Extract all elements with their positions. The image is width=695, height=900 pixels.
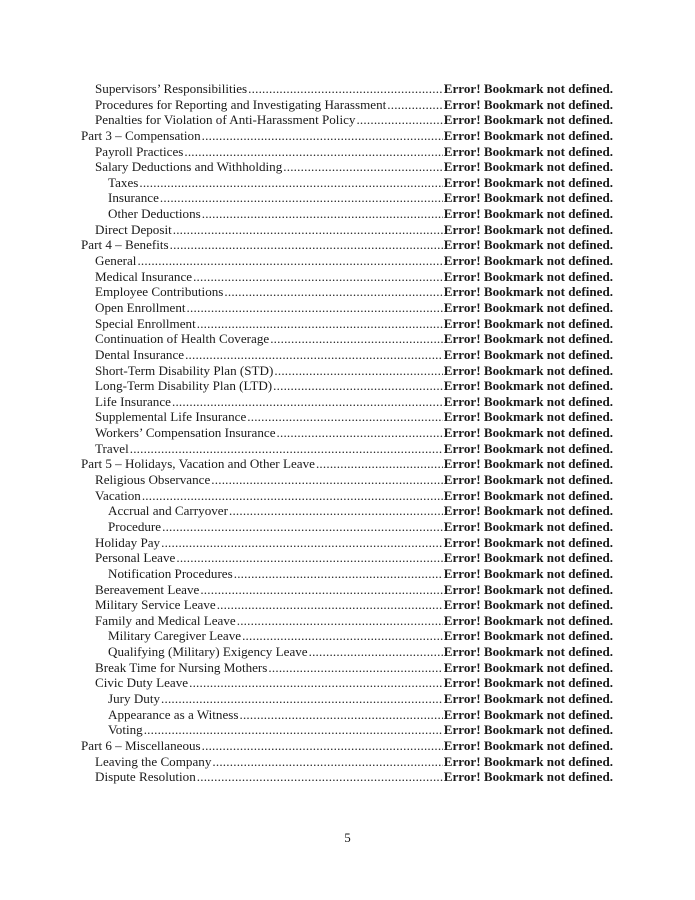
dot-leader xyxy=(172,394,443,410)
toc-entry-label: Insurance xyxy=(108,190,159,206)
toc-entry-label: Open Enrollment xyxy=(95,299,186,315)
dot-leader xyxy=(309,644,443,660)
toc-entry-label: Workers’ Compensation Insurance xyxy=(95,425,276,441)
toc-entry[interactable] xyxy=(81,144,613,160)
bookmark-error-text: Error! Bookmark not defined. xyxy=(443,456,613,472)
toc-entry-label: Salary Deductions and Withholding xyxy=(95,159,283,175)
bookmark-error-text: Error! Bookmark not defined. xyxy=(443,284,613,300)
toc-entry[interactable] xyxy=(81,81,613,97)
bookmark-error-text: Error! Bookmark not defined. xyxy=(443,346,613,362)
dot-leader xyxy=(202,738,443,754)
toc-entry[interactable] xyxy=(81,159,613,175)
toc-entry-label: Supplemental Life Insurance xyxy=(95,409,247,425)
bookmark-error-text: Error! Bookmark not defined. xyxy=(443,690,613,706)
toc-entry-label: Long-Term Disability Plan (LTD) xyxy=(95,378,273,394)
bookmark-error-text: Error! Bookmark not defined. xyxy=(443,472,613,488)
toc-entry[interactable] xyxy=(81,691,613,707)
dot-leader xyxy=(161,535,443,551)
bookmark-error-text: Error! Bookmark not defined. xyxy=(443,409,613,425)
toc-entry-label: Personal Leave xyxy=(95,550,176,566)
bookmark-error-text: Error! Bookmark not defined. xyxy=(443,81,613,96)
dot-leader xyxy=(187,300,443,316)
toc-entry-label: Travel xyxy=(95,440,129,456)
dot-leader xyxy=(197,769,443,785)
bookmark-error-text: Error! Bookmark not defined. xyxy=(443,362,613,378)
bookmark-error-text: Error! Bookmark not defined. xyxy=(443,378,613,394)
toc-entry[interactable] xyxy=(81,394,613,410)
toc-entry[interactable] xyxy=(81,472,613,488)
bookmark-error-text: Error! Bookmark not defined. xyxy=(443,675,613,691)
dot-leader xyxy=(202,128,443,144)
toc-entry[interactable] xyxy=(81,253,613,269)
toc-part-heading[interactable] xyxy=(81,237,613,253)
toc-entry-label: Leaving the Company xyxy=(95,753,212,769)
toc-entry-label: Religious Observance xyxy=(95,472,211,488)
toc-part-heading[interactable] xyxy=(81,738,613,754)
bookmark-error-text: Error! Bookmark not defined. xyxy=(443,769,613,785)
toc-entry[interactable] xyxy=(81,503,613,519)
toc-entry[interactable] xyxy=(81,206,613,222)
toc-entry-label: Part 6 – Miscellaneous xyxy=(81,737,201,753)
toc-entry-label: Voting xyxy=(108,722,143,738)
toc-entry-label: Employee Contributions xyxy=(95,284,224,300)
toc-entry[interactable] xyxy=(81,269,613,285)
toc-entry[interactable] xyxy=(81,644,613,660)
dot-leader xyxy=(189,675,443,691)
toc-part-heading[interactable] xyxy=(81,456,613,472)
bookmark-error-text: Error! Bookmark not defined. xyxy=(443,706,613,722)
bookmark-error-text: Error! Bookmark not defined. xyxy=(443,612,613,628)
toc-entry[interactable] xyxy=(81,316,613,332)
dot-leader xyxy=(170,237,443,253)
bookmark-error-text: Error! Bookmark not defined. xyxy=(443,628,613,644)
dot-leader xyxy=(229,503,443,519)
toc-entry[interactable] xyxy=(81,675,613,691)
page-number: 5 xyxy=(344,830,351,845)
dot-leader xyxy=(237,613,443,629)
bookmark-error-text: Error! Bookmark not defined. xyxy=(443,331,613,347)
bookmark-error-text: Error! Bookmark not defined. xyxy=(443,190,613,206)
dot-leader xyxy=(212,754,442,770)
toc-entry[interactable] xyxy=(81,112,613,128)
bookmark-error-text: Error! Bookmark not defined. xyxy=(443,518,613,534)
toc-entry-label: Procedures for Reporting and Investigating Harassment xyxy=(95,96,387,112)
toc-entry[interactable] xyxy=(81,378,613,394)
dot-leader xyxy=(211,472,442,488)
bookmark-error-text: Error! Bookmark not defined. xyxy=(443,425,613,441)
bookmark-error-text: Error! Bookmark not defined. xyxy=(443,487,613,503)
dot-leader xyxy=(184,144,442,160)
dot-leader xyxy=(130,441,443,457)
toc-entry-label: Supervisors’ Responsibilities xyxy=(95,81,248,96)
dot-leader xyxy=(283,159,443,175)
dot-leader xyxy=(142,488,443,504)
toc-entry-label: Life Insurance xyxy=(95,393,171,409)
dot-leader xyxy=(234,566,443,582)
toc-entry-label: Payroll Practices xyxy=(95,143,184,159)
toc-entry[interactable] xyxy=(81,175,613,191)
dot-leader xyxy=(268,660,442,676)
bookmark-error-text: Error! Bookmark not defined. xyxy=(443,503,613,519)
bookmark-error-text: Error! Bookmark not defined. xyxy=(443,315,613,331)
bookmark-error-text: Error! Bookmark not defined. xyxy=(443,159,613,175)
toc-entry-label: Continuation of Health Coverage xyxy=(95,331,270,347)
toc-entry[interactable] xyxy=(81,550,613,566)
toc-entry[interactable] xyxy=(81,347,613,363)
toc-entry-label: Notification Procedures xyxy=(108,565,233,581)
toc-entry-label: Medical Insurance xyxy=(95,268,193,284)
bookmark-error-text: Error! Bookmark not defined. xyxy=(443,174,613,190)
bookmark-error-text: Error! Bookmark not defined. xyxy=(443,127,613,143)
dot-leader xyxy=(387,97,442,113)
toc-entry[interactable] xyxy=(81,519,613,535)
dot-leader xyxy=(137,253,442,269)
table-of-contents xyxy=(81,81,613,785)
toc-entry[interactable] xyxy=(81,284,613,300)
toc-entry-label: Dispute Resolution xyxy=(95,769,196,785)
bookmark-error-text: Error! Bookmark not defined. xyxy=(443,565,613,581)
toc-entry-label: Other Deductions xyxy=(108,206,201,222)
toc-entry[interactable] xyxy=(81,97,613,113)
toc-entry[interactable] xyxy=(81,300,613,316)
bookmark-error-text: Error! Bookmark not defined. xyxy=(443,581,613,597)
toc-part-heading[interactable] xyxy=(81,128,613,144)
toc-entry-label: Bereavement Leave xyxy=(95,581,200,597)
dot-leader xyxy=(270,331,443,347)
bookmark-error-text: Error! Bookmark not defined. xyxy=(443,237,613,253)
toc-entry-label: Dental Insurance xyxy=(95,346,185,362)
toc-entry-label: Holiday Pay xyxy=(95,534,161,550)
toc-entry[interactable] xyxy=(81,331,613,347)
bookmark-error-text: Error! Bookmark not defined. xyxy=(443,143,613,159)
dot-leader xyxy=(224,284,442,300)
toc-entry-label: Jury Duty xyxy=(108,690,161,706)
toc-entry-label: Taxes xyxy=(108,174,139,190)
toc-entry-label: Short-Term Disability Plan (STD) xyxy=(95,362,274,378)
toc-entry-label: Military Caregiver Leave xyxy=(108,628,242,644)
bookmark-error-text: Error! Bookmark not defined. xyxy=(443,644,613,660)
bookmark-error-text: Error! Bookmark not defined. xyxy=(443,96,613,112)
dot-leader xyxy=(239,707,442,723)
toc-entry[interactable] xyxy=(81,566,613,582)
dot-leader xyxy=(316,456,443,472)
toc-entry-label: Procedure xyxy=(108,518,162,534)
toc-entry-label: Appearance as a Witness xyxy=(108,706,239,722)
bookmark-error-text: Error! Bookmark not defined. xyxy=(443,393,613,409)
bookmark-error-text: Error! Bookmark not defined. xyxy=(443,753,613,769)
toc-entry-label: Special Enrollment xyxy=(95,315,196,331)
dot-leader xyxy=(161,691,443,707)
toc-entry[interactable] xyxy=(81,660,613,676)
dot-leader xyxy=(274,363,442,379)
bookmark-error-text: Error! Bookmark not defined. xyxy=(443,206,613,222)
dot-leader xyxy=(242,628,443,644)
dot-leader xyxy=(162,519,443,535)
bookmark-error-text: Error! Bookmark not defined. xyxy=(443,550,613,566)
bookmark-error-text: Error! Bookmark not defined. xyxy=(443,299,613,315)
toc-entry-label: Vacation xyxy=(95,487,141,503)
toc-entry-label: Qualifying (Military) Exigency Leave xyxy=(108,644,308,660)
dot-leader xyxy=(217,597,443,613)
dot-leader xyxy=(356,112,442,128)
toc-entry[interactable] xyxy=(81,409,613,425)
dot-leader xyxy=(160,190,443,206)
dot-leader xyxy=(185,347,443,363)
toc-entry[interactable] xyxy=(81,628,613,644)
bookmark-error-text: Error! Bookmark not defined. xyxy=(443,253,613,269)
dot-leader xyxy=(139,175,442,191)
toc-entry[interactable] xyxy=(81,597,613,613)
dot-leader xyxy=(173,222,443,238)
bookmark-error-text: Error! Bookmark not defined. xyxy=(443,268,613,284)
toc-entry-label: Direct Deposit xyxy=(95,221,172,237)
bookmark-error-text: Error! Bookmark not defined. xyxy=(443,221,613,237)
toc-entry[interactable] xyxy=(81,707,613,723)
dot-leader xyxy=(193,269,443,285)
toc-entry[interactable] xyxy=(81,582,613,598)
dot-leader xyxy=(247,409,443,425)
dot-leader xyxy=(277,425,443,441)
bookmark-error-text: Error! Bookmark not defined. xyxy=(443,737,613,753)
dot-leader xyxy=(202,206,443,222)
bookmark-error-text: Error! Bookmark not defined. xyxy=(443,440,613,456)
dot-leader xyxy=(197,316,443,332)
toc-entry-label: Part 5 – Holidays, Vacation and Other Leave xyxy=(81,456,315,472)
toc-entry[interactable] xyxy=(81,222,613,238)
toc-entry-label: Family and Medical Leave xyxy=(95,612,236,628)
toc-entry-label: Part 3 – Compensation xyxy=(81,127,201,143)
toc-entry[interactable] xyxy=(81,535,613,551)
toc-entry[interactable] xyxy=(81,769,613,785)
toc-entry-label: General xyxy=(95,253,137,269)
bookmark-error-text: Error! Bookmark not defined. xyxy=(443,659,613,675)
toc-entry[interactable] xyxy=(81,441,613,457)
toc-entry-label: Break Time for Nursing Mothers xyxy=(95,659,268,675)
toc-entry-label: Accrual and Carryover xyxy=(108,503,228,519)
toc-entry[interactable] xyxy=(81,363,613,379)
toc-entry[interactable] xyxy=(81,425,613,441)
dot-leader xyxy=(176,550,442,566)
toc-entry[interactable] xyxy=(81,488,613,504)
bookmark-error-text: Error! Bookmark not defined. xyxy=(443,534,613,550)
bookmark-error-text: Error! Bookmark not defined. xyxy=(443,112,613,128)
bookmark-error-text: Error! Bookmark not defined. xyxy=(443,597,613,613)
toc-entry-label: Part 4 – Benefits xyxy=(81,237,169,253)
dot-leader xyxy=(273,378,443,394)
toc-entry[interactable] xyxy=(81,190,613,206)
dot-leader xyxy=(248,81,443,97)
toc-entry[interactable] xyxy=(81,754,613,770)
toc-entry-label: Civic Duty Leave xyxy=(95,675,189,691)
bookmark-error-text: Error! Bookmark not defined. xyxy=(443,722,613,738)
toc-entry[interactable] xyxy=(81,722,613,738)
dot-leader xyxy=(144,722,443,738)
toc-entry-label: Penalties for Violation of Anti-Harassment Policy xyxy=(95,112,356,128)
toc-entry-label: Military Service Leave xyxy=(95,597,216,613)
dot-leader xyxy=(200,582,442,598)
toc-entry[interactable] xyxy=(81,613,613,629)
